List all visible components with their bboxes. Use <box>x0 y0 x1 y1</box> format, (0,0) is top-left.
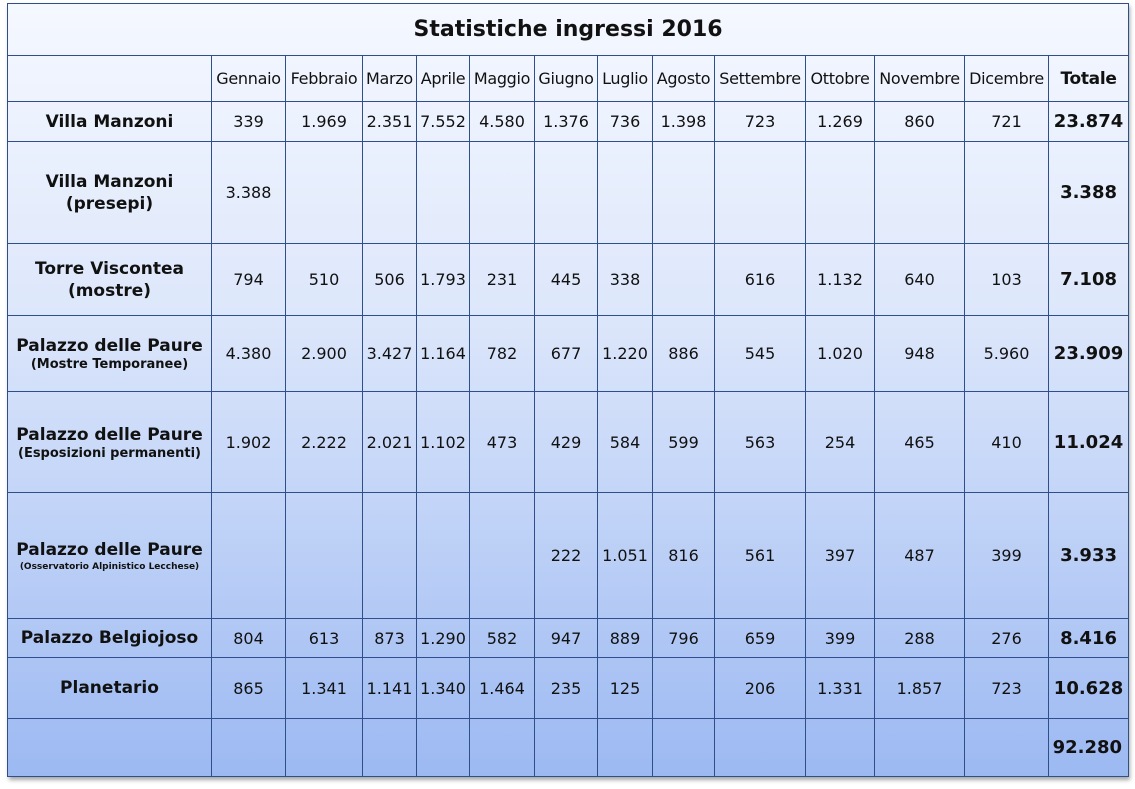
row-label <box>8 658 212 719</box>
value-cell <box>653 142 715 244</box>
value-cell <box>875 142 965 244</box>
row-label-text: Palazzo delle Paure <box>16 424 203 445</box>
value-cell: 563 <box>715 392 806 493</box>
value-cell: 723 <box>715 102 806 142</box>
value-cell: 235 <box>535 658 598 719</box>
empty-cell <box>470 719 535 777</box>
value-cell: 2.900 <box>286 316 363 392</box>
row-label-text: Palazzo delle Paure <box>16 539 203 560</box>
value-cell <box>363 142 417 244</box>
value-cell: 7.552 <box>417 102 470 142</box>
value-cell: 276 <box>965 619 1049 658</box>
value-cell: 584 <box>598 392 653 493</box>
value-cell: 1.857 <box>875 658 965 719</box>
value-cell: 206 <box>715 658 806 719</box>
value-cell: 1.102 <box>417 392 470 493</box>
table-row <box>8 493 1129 619</box>
value-cell: 222 <box>535 493 598 619</box>
value-cell: 506 <box>363 244 417 316</box>
value-cell: 736 <box>598 102 653 142</box>
value-cell: 1.331 <box>806 658 875 719</box>
value-cell: 1.141 <box>363 658 417 719</box>
column-header: Agosto <box>653 56 715 102</box>
value-cell: 4.380 <box>212 316 286 392</box>
row-total-cell: 11.024 <box>1049 392 1129 493</box>
row-label-text: Planetario <box>60 678 159 698</box>
value-cell <box>417 142 470 244</box>
row-label-subtitle: (Osservatorio Alpinistico Lecchese) <box>19 561 200 572</box>
value-cell: 794 <box>212 244 286 316</box>
value-cell: 510 <box>286 244 363 316</box>
column-header: Febbraio <box>286 56 363 102</box>
value-cell: 816 <box>653 493 715 619</box>
value-cell: 2.021 <box>363 392 417 493</box>
value-cell <box>653 658 715 719</box>
value-cell <box>715 142 806 244</box>
value-cell <box>535 142 598 244</box>
column-header: Luglio <box>598 56 653 102</box>
empty-cell <box>212 719 286 777</box>
value-cell: 125 <box>598 658 653 719</box>
table-row <box>8 244 1129 316</box>
value-cell: 1.051 <box>598 493 653 619</box>
value-cell: 1.793 <box>417 244 470 316</box>
value-cell: 1.269 <box>806 102 875 142</box>
value-cell: 616 <box>715 244 806 316</box>
column-header: Marzo <box>363 56 417 102</box>
row-total-cell: 3.933 <box>1049 493 1129 619</box>
value-cell: 103 <box>965 244 1049 316</box>
value-cell <box>653 244 715 316</box>
row-label <box>8 244 212 316</box>
row-label-text: Villa Manzoni <box>45 171 174 192</box>
row-label-text: Torre Viscontea <box>34 258 185 279</box>
value-cell <box>806 142 875 244</box>
empty-cell <box>806 719 875 777</box>
value-cell: 561 <box>715 493 806 619</box>
row-total-cell: 23.874 <box>1049 102 1129 142</box>
value-cell: 1.341 <box>286 658 363 719</box>
empty-cell <box>535 719 598 777</box>
value-cell: 3.427 <box>363 316 417 392</box>
value-cell: 399 <box>806 619 875 658</box>
value-cell <box>417 493 470 619</box>
value-cell: 231 <box>470 244 535 316</box>
value-cell: 1.902 <box>212 392 286 493</box>
value-cell: 487 <box>875 493 965 619</box>
value-cell: 865 <box>212 658 286 719</box>
column-header: Maggio <box>470 56 535 102</box>
table-row <box>8 392 1129 493</box>
table-title: Statistiche ingressi 2016 <box>8 4 1129 56</box>
empty-cell <box>715 719 806 777</box>
header-empty-cell <box>8 56 212 102</box>
value-cell: 473 <box>470 392 535 493</box>
row-label-line2: (mostre) <box>67 280 152 301</box>
table-row <box>8 658 1129 719</box>
grand-total-cell: 92.280 <box>1049 719 1129 777</box>
empty-cell <box>286 719 363 777</box>
value-cell: 640 <box>875 244 965 316</box>
statistics-table-frame <box>7 3 1128 777</box>
value-cell: 545 <box>715 316 806 392</box>
grand-total-row <box>8 719 1129 777</box>
value-cell <box>212 493 286 619</box>
value-cell: 2.351 <box>363 102 417 142</box>
month-header-row <box>8 56 1129 102</box>
value-cell: 410 <box>965 392 1049 493</box>
empty-cell <box>417 719 470 777</box>
value-cell <box>598 142 653 244</box>
row-label-subtitle: (Esposizioni permanenti) <box>18 445 201 461</box>
value-cell <box>470 493 535 619</box>
column-header: Ottobre <box>806 56 875 102</box>
column-header: Aprile <box>417 56 470 102</box>
value-cell: 288 <box>875 619 965 658</box>
empty-cell <box>965 719 1049 777</box>
value-cell: 2.222 <box>286 392 363 493</box>
value-cell: 873 <box>363 619 417 658</box>
value-cell: 465 <box>875 392 965 493</box>
value-cell: 886 <box>653 316 715 392</box>
value-cell: 1.290 <box>417 619 470 658</box>
value-cell: 429 <box>535 392 598 493</box>
value-cell: 1.164 <box>417 316 470 392</box>
row-label-text: Villa Manzoni <box>45 111 174 132</box>
empty-cell <box>598 719 653 777</box>
row-label <box>8 493 212 619</box>
value-cell: 1.464 <box>470 658 535 719</box>
value-cell: 599 <box>653 392 715 493</box>
row-total-cell: 10.628 <box>1049 658 1129 719</box>
table-row <box>8 316 1129 392</box>
empty-cell <box>8 719 212 777</box>
value-cell: 796 <box>653 619 715 658</box>
column-header: Novembre <box>875 56 965 102</box>
value-cell: 677 <box>535 316 598 392</box>
value-cell: 1.969 <box>286 102 363 142</box>
row-label <box>8 619 212 658</box>
value-cell: 1.376 <box>535 102 598 142</box>
value-cell: 1.340 <box>417 658 470 719</box>
value-cell: 1.220 <box>598 316 653 392</box>
value-cell: 445 <box>535 244 598 316</box>
row-label <box>8 392 212 493</box>
value-cell <box>286 142 363 244</box>
empty-cell <box>363 719 417 777</box>
value-cell <box>470 142 535 244</box>
value-cell: 889 <box>598 619 653 658</box>
row-label-subtitle: (Mostre Temporanee) <box>30 357 189 372</box>
value-cell: 782 <box>470 316 535 392</box>
column-header: Giugno <box>535 56 598 102</box>
table-row <box>8 142 1129 244</box>
table-row <box>8 102 1129 142</box>
column-header: Settembre <box>715 56 806 102</box>
statistics-table <box>7 3 1129 777</box>
value-cell: 804 <box>212 619 286 658</box>
value-cell <box>363 493 417 619</box>
row-label <box>8 102 212 142</box>
value-cell: 721 <box>965 102 1049 142</box>
value-cell: 4.580 <box>470 102 535 142</box>
value-cell: 338 <box>598 244 653 316</box>
value-cell: 1.132 <box>806 244 875 316</box>
value-cell: 948 <box>875 316 965 392</box>
value-cell: 5.960 <box>965 316 1049 392</box>
empty-cell <box>653 719 715 777</box>
value-cell: 397 <box>806 493 875 619</box>
value-cell: 254 <box>806 392 875 493</box>
column-header: Gennaio <box>212 56 286 102</box>
value-cell: 3.388 <box>212 142 286 244</box>
value-cell: 723 <box>965 658 1049 719</box>
value-cell: 1.020 <box>806 316 875 392</box>
value-cell <box>965 142 1049 244</box>
value-cell: 947 <box>535 619 598 658</box>
column-header: Totale <box>1049 56 1129 102</box>
row-total-cell: 7.108 <box>1049 244 1129 316</box>
empty-cell <box>875 719 965 777</box>
table-row <box>8 619 1129 658</box>
value-cell: 399 <box>965 493 1049 619</box>
row-total-cell: 3.388 <box>1049 142 1129 244</box>
value-cell: 613 <box>286 619 363 658</box>
value-cell: 339 <box>212 102 286 142</box>
value-cell: 582 <box>470 619 535 658</box>
row-label <box>8 142 212 244</box>
row-label <box>8 316 212 392</box>
row-label-line2: (presepi) <box>65 193 154 214</box>
value-cell <box>286 493 363 619</box>
row-label-text: Palazzo delle Paure <box>16 336 203 356</box>
value-cell: 1.398 <box>653 102 715 142</box>
value-cell: 860 <box>875 102 965 142</box>
row-label-text: Palazzo Belgiojoso <box>20 628 199 648</box>
value-cell: 659 <box>715 619 806 658</box>
row-total-cell: 8.416 <box>1049 619 1129 658</box>
column-header: Dicembre <box>965 56 1049 102</box>
row-total-cell: 23.909 <box>1049 316 1129 392</box>
